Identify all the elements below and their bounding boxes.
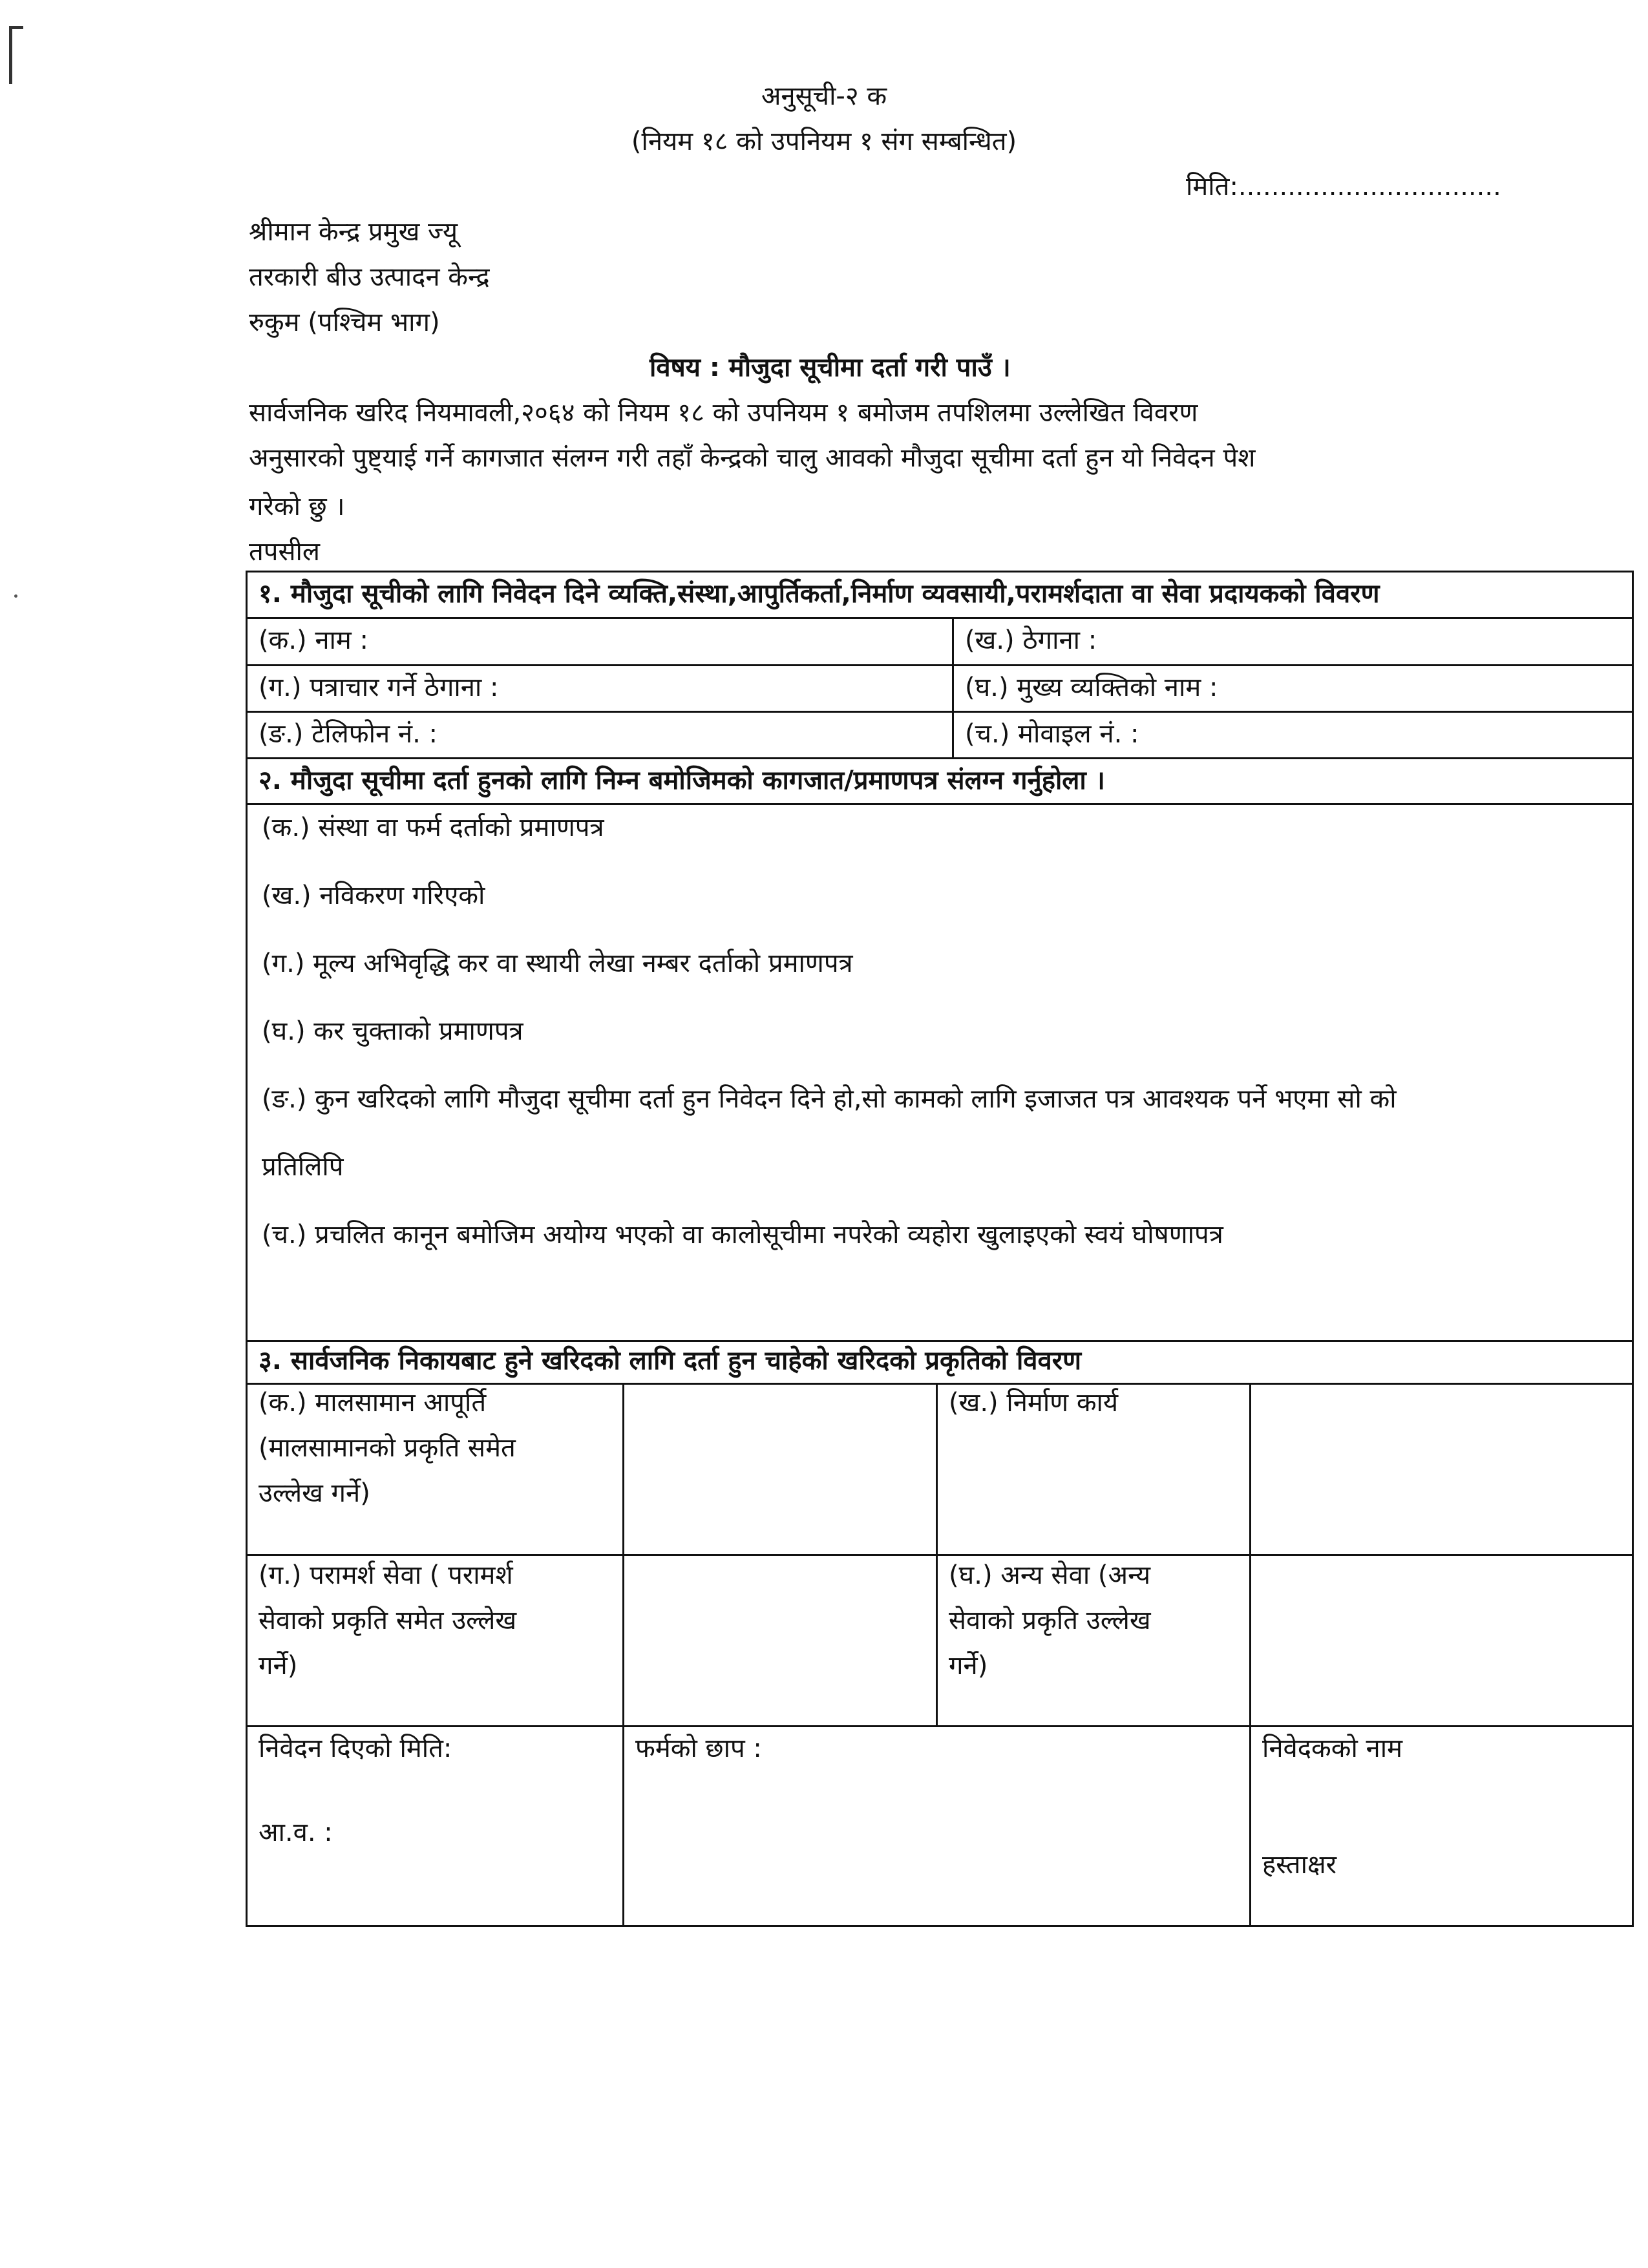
goods-supply-label: उल्लेख गर्ने) (259, 1478, 370, 1508)
document-item: (क.) संस्था वा फर्म दर्ताको प्रमाणपत्र (262, 813, 604, 843)
body-paragraph: सार्वजनिक खरिद नियमावली,२०६४ को नियम १८ को उपनियम १ बमोजम तपशिलमा उल्लेखित विवरण (249, 398, 1198, 428)
form-subtitle: (नियम १८ को उपनियम १ संग सम्बन्धित) (631, 127, 1017, 156)
consulting-service-label: गर्ने) (259, 1651, 298, 1681)
mobile-field-label: (च.) मोवाइल नं. : (965, 719, 1139, 749)
other-service-label: गर्ने) (949, 1651, 988, 1681)
subject-line: विषय : मौजुदा सूचीमा दर्ता गरी पाउँ । (650, 353, 1011, 383)
tapsil-label: तपसील (249, 537, 321, 567)
consulting-service-label: सेवाको प्रकृति समेत उल्लेख (259, 1606, 517, 1635)
addressee-line: तरकारी बीउ उत्पादन केन्द्र (249, 262, 490, 292)
document-item: (च.) प्रचलित कानून बमोजिम अयोग्य भएको वा कालोसूचीमा नपरेको व्यहोरा खुलाइएको स्वयं घोषणापत्र (262, 1220, 1223, 1250)
section2-heading: २. मौजुदा सूचीमा दर्ता हुनको लागि निम्न बमोजिमको कागजात/प्रमाणपत्र संलग्न गर्नुहोला । (259, 766, 1105, 795)
document-item: (घ.) कर चुक्ताको प्रमाणपत्र (262, 1016, 523, 1046)
consulting-service-label: (ग.) परामर्श सेवा ( परामर्श (259, 1560, 513, 1590)
section2-table (246, 757, 1634, 1342)
section1-heading: १. मौजुदा सूचीको लागि निवेदन दिने व्यक्ति,संस्था,आपुर्तिकर्ता,निर्माण व्यवसायी,परामर्शदाता वा सेवा प्रदायकको विवरण (259, 579, 1380, 609)
firm-stamp-label: फर्मको छाप : (635, 1734, 762, 1763)
form-title: अनुसूची-२ क (761, 81, 887, 111)
other-service-label: (घ.) अन्य सेवा (अन्य (949, 1560, 1151, 1590)
postal-address-field-label: (ग.) पत्राचार गर्ने ठेगाना : (259, 673, 499, 702)
other-service-label: सेवाको प्रकृति उल्लेख (949, 1606, 1151, 1635)
addressee-line: श्रीमान केन्द्र प्रमुख ज्यू (249, 217, 458, 247)
fiscal-year-label: आ.व. : (259, 1818, 333, 1847)
telephone-field-label: (ङ.) टेलिफोन नं. : (259, 719, 438, 749)
scan-edge-mark (9, 26, 12, 84)
goods-supply-label: (मालसामानको प्रकृति समेत (259, 1433, 516, 1463)
document-item: (ग.) मूल्य अभिवृद्धि कर वा स्थायी लेखा नम्बर दर्ताको प्रमाणपत्र (262, 949, 853, 978)
document-item: प्रतिलिपि (262, 1152, 344, 1182)
document-item: (ख.) नविकरण गरिएको (262, 881, 485, 910)
body-paragraph: अनुसारको पुष्ट्याई गर्ने कागजात संलग्न गरी तहाँ केन्द्रको चालु आवको मौजुदा सूचीमा दर्ता हुन यो निवेदन पेश (249, 443, 1256, 473)
goods-supply-label: (क.) मालसामान आपूर्ति (259, 1388, 487, 1418)
document-item: (ङ.) कुन खरिदको लागि मौजुदा सूचीमा दर्ता हुन निवेदन दिने हो,सो कामको लागि इजाजत पत्र आवश्यक पर्ने भएमा सो को (262, 1084, 1397, 1114)
name-field-label: (क.) नाम : (259, 625, 369, 655)
body-paragraph: गरेको छु । (249, 492, 345, 521)
construction-work-label: (ख.) निर्माण कार्य (949, 1388, 1119, 1418)
applicant-name-label: निवेदकको नाम (1262, 1734, 1403, 1763)
application-date-label: निवेदन दिएको मिति: (259, 1734, 452, 1763)
address-field-label: (ख.) ठेगाना : (965, 625, 1097, 655)
section3-heading: ३. सार्वजनिक निकायबाट हुने खरिदको लागि दर्ता हुन चाहेको खरिदको प्रकृतिको विवरण (259, 1346, 1082, 1376)
addressee-line: रुकुम (पश्चिम भाग) (249, 308, 440, 337)
date-field: मिति:................................ (1186, 172, 1501, 202)
scan-dot (14, 594, 17, 598)
scan-edge-mark (9, 26, 23, 29)
signature-label: हस्ताक्षर (1262, 1850, 1336, 1880)
main-person-field-label: (घ.) मुख्य व्यक्तिको नाम : (965, 673, 1218, 702)
